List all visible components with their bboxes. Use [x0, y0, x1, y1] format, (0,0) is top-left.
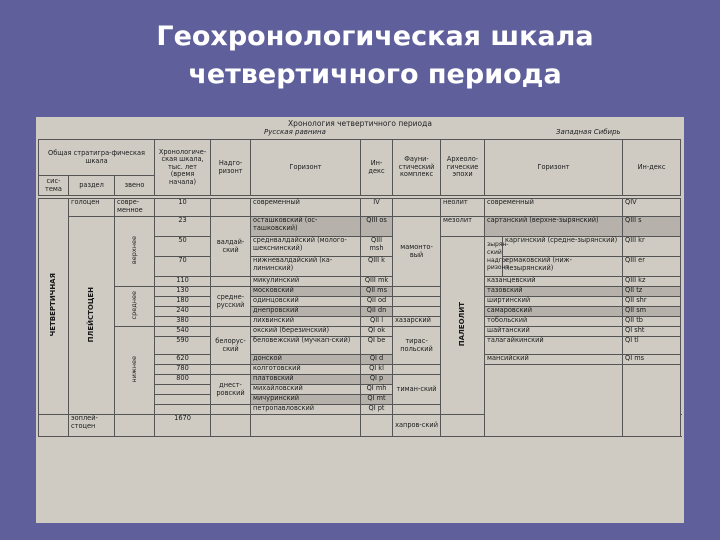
header-superhorizon: Надго-ризонт: [211, 140, 251, 196]
index-ws-cell: QII tz: [623, 287, 681, 297]
header-horizon: Горизонт: [251, 140, 361, 196]
slide-title: [0, 18, 720, 94]
horizon-cell: колготовский: [251, 365, 361, 375]
fauna-mammoth: мамонто-вый: [393, 217, 441, 287]
horizon-ws-cell: ермаковский (ниж-незырянский): [503, 257, 623, 277]
horizon-ws-cell: ширтинский: [485, 297, 623, 307]
superhorizon-empty: [211, 365, 251, 375]
pleistocene-label: ПЛЕЙСТОЦЕН: [86, 286, 95, 342]
index-cell: QI pt: [361, 405, 393, 415]
header-chrono-scale: Хронологиче-ская шкала, тыс. лет (время начала): [155, 140, 211, 196]
index-ws-cell: QIV: [623, 199, 681, 217]
superhorizon-empty: [211, 415, 251, 437]
age-cell: 620: [155, 355, 211, 365]
horizon-cell: платовский: [251, 375, 361, 385]
index-cell: QI mt: [361, 395, 393, 405]
horizon-ws-cell: самаровский: [485, 307, 623, 317]
header-system: сис-тема: [39, 176, 69, 196]
index-cell: QII l: [361, 317, 393, 327]
index-ws-cell: QI ms: [623, 355, 681, 365]
fauna-empty: [393, 307, 441, 317]
link-empty: [115, 415, 155, 437]
age-cell: 240: [155, 307, 211, 317]
header-archaeo: Археоло-гические эпохи: [441, 140, 485, 196]
fauna-empty: [393, 365, 441, 375]
region-label-russian-plain: Русская равнина: [264, 128, 326, 136]
horizon-cell: современный: [251, 199, 361, 217]
index-cell: QII od: [361, 297, 393, 307]
index-ws-cell: QIII kz: [623, 277, 681, 287]
header-index: Ин-декс: [361, 140, 393, 196]
superhorizon-empty: [211, 405, 251, 415]
archaeo-mesolith: мезолит: [441, 217, 485, 237]
horizon-ws-cell: каргинский (средне-зырянский): [503, 237, 623, 257]
system-label: ЧЕТВЕРТИЧНАЯ: [48, 273, 57, 337]
header-strat-scale: Общая стратигра-фическая шкала: [39, 140, 155, 176]
fauna-empty: [393, 199, 441, 217]
horizon-cell: осташковский (ос-ташковский): [251, 217, 361, 237]
superhorizon-dnestr: днест-ровский: [211, 375, 251, 405]
superhorizon-empty: [211, 317, 251, 327]
age-cell: 590: [155, 337, 211, 355]
index-cell: QII ms: [361, 287, 393, 297]
archaeo-paleolith-cell: [441, 237, 485, 415]
age-empty: [155, 385, 211, 395]
age-empty: [155, 395, 211, 405]
horizon-cell: беловежский (мучкап-ский): [251, 337, 361, 355]
horizon-cell: мичуринский: [251, 395, 361, 405]
fauna-empty: [393, 297, 441, 307]
superhorizon-valday: валдай-ский: [211, 217, 251, 277]
horizon-ws-cell: мансийский: [485, 355, 623, 365]
horizon-ws-cell: талагайкинский: [485, 337, 623, 355]
zyryan-superhorizon: зырян-ский надго-ризонт: [485, 237, 503, 277]
age-cell: 540: [155, 327, 211, 337]
modern-link-cell: совре-менное: [115, 199, 155, 217]
index-cell: QIII mk: [361, 277, 393, 287]
horizon-cell: московский: [251, 287, 361, 297]
index-cell: QI d: [361, 355, 393, 365]
index-ws-cell: QIII kr: [623, 237, 681, 257]
horizon-cell: одинцовский: [251, 297, 361, 307]
link-lower-cell: [115, 327, 155, 415]
age-cell: 10: [155, 199, 211, 217]
superhorizon-belarus: белорус-ский: [211, 327, 251, 365]
index-ws-cell: QI tl: [623, 337, 681, 355]
pleistocene-cell: [69, 217, 115, 415]
slide-title-line-2: четвертичного периода: [188, 59, 562, 90]
slide-title-line-1: Геохронологическая шкала: [156, 21, 594, 52]
index-ws-cell: QI sht: [623, 327, 681, 337]
holocene-cell: голоцен: [69, 199, 115, 217]
age-empty: [155, 405, 211, 415]
age-cell: 380: [155, 317, 211, 327]
archaeo-paleolith-label: ПАЛЕОЛИТ: [457, 302, 466, 347]
superhorizon-empty: [211, 199, 251, 217]
index-ws-empty: [623, 365, 681, 437]
system-cell: [39, 199, 69, 415]
geochronology-table: [38, 139, 681, 437]
horizon-ws-cell: современный: [485, 199, 623, 217]
horizon-cell: петропавловский: [251, 405, 361, 415]
horizon-cell: донской: [251, 355, 361, 365]
region-label-west-siberia: Западная Сибирь: [556, 128, 621, 136]
index-cell: IV: [361, 199, 393, 217]
index-cell: QIII msh: [361, 237, 393, 257]
age-cell: 50: [155, 237, 211, 257]
horizon-ws-cell: тобольский: [485, 317, 623, 327]
index-cell: QI mh: [361, 385, 393, 395]
age-cell: 70: [155, 257, 211, 277]
horizon-ws-cell: сартанский (верхне-зырянский): [485, 217, 623, 237]
eopleistocene-cell: эоплей-стоцен: [69, 415, 115, 437]
index-ws-cell: QIII er: [623, 257, 681, 277]
age-cell: 23: [155, 217, 211, 237]
fauna-empty: [393, 405, 441, 415]
age-cell: 130: [155, 287, 211, 297]
header-link: звено: [115, 176, 155, 196]
index-cell: QIII os: [361, 217, 393, 237]
index-empty: [361, 415, 393, 437]
index-cell: QI ok: [361, 327, 393, 337]
link-middle-label: среднее: [129, 290, 138, 320]
index-ws-cell: QIII s: [623, 217, 681, 237]
index-cell: QI be: [361, 337, 393, 355]
horizon-cell: нижневалдайский (ка-лининский): [251, 257, 361, 277]
system-empty: [39, 415, 69, 437]
archaeo-empty: [441, 415, 485, 437]
horizon-cell: днепровский: [251, 307, 361, 317]
superhorizon-empty: [211, 277, 251, 287]
link-lower-label: нижнее: [129, 355, 138, 383]
index-cell: QI p: [361, 375, 393, 385]
horizon-cell: окский (березинский): [251, 327, 361, 337]
header-fauna: Фауни-стический комплекс: [393, 140, 441, 196]
fauna-empty: [393, 287, 441, 297]
table-title: Хронология четвертичного периода: [288, 119, 432, 128]
scanned-table-image: [36, 117, 684, 523]
index-ws-cell: QII shr: [623, 297, 681, 307]
horizon-cell: среднвалдайский (молого-шекснинский): [251, 237, 361, 257]
age-cell: 110: [155, 277, 211, 287]
fauna-timan: тиман-ский: [393, 375, 441, 405]
archaeo-neolith: неолит: [441, 199, 485, 217]
header-index-ws: Ин-декс: [623, 140, 681, 196]
age-cell: 180: [155, 297, 211, 307]
index-cell: QII dn: [361, 307, 393, 317]
age-cell: 780: [155, 365, 211, 375]
index-cell: QIII k: [361, 257, 393, 277]
superhorizon-mid-russian: средне-русский: [211, 287, 251, 317]
age-cell: 800: [155, 375, 211, 385]
horizon-cell: микулинский: [251, 277, 361, 287]
fauna-tiraspol: тирас-польский: [393, 327, 441, 365]
link-upper-label: верхнее: [129, 236, 138, 265]
horizon-ws-empty: [485, 365, 623, 437]
age-cell: 1670: [155, 415, 211, 437]
horizon-cell: лихвинский: [251, 317, 361, 327]
fauna-khaprovsky: хапров-ский: [393, 415, 441, 437]
horizon-ws-cell: тазовский: [485, 287, 623, 297]
link-upper-cell: [115, 217, 155, 287]
index-cell: QI kl: [361, 365, 393, 375]
index-ws-cell: QII sm: [623, 307, 681, 317]
index-ws-cell: QII tb: [623, 317, 681, 327]
link-middle-cell: [115, 287, 155, 327]
horizon-empty: [251, 415, 361, 437]
horizon-ws-cell: шайтанский: [485, 327, 623, 337]
fauna-khazar: хазарский: [393, 317, 441, 327]
header-section: раздел: [69, 176, 115, 196]
header-horizon-ws: Горизонт: [485, 140, 623, 196]
horizon-cell: михайловский: [251, 385, 361, 395]
horizon-ws-cell: казанцевский: [485, 277, 623, 287]
